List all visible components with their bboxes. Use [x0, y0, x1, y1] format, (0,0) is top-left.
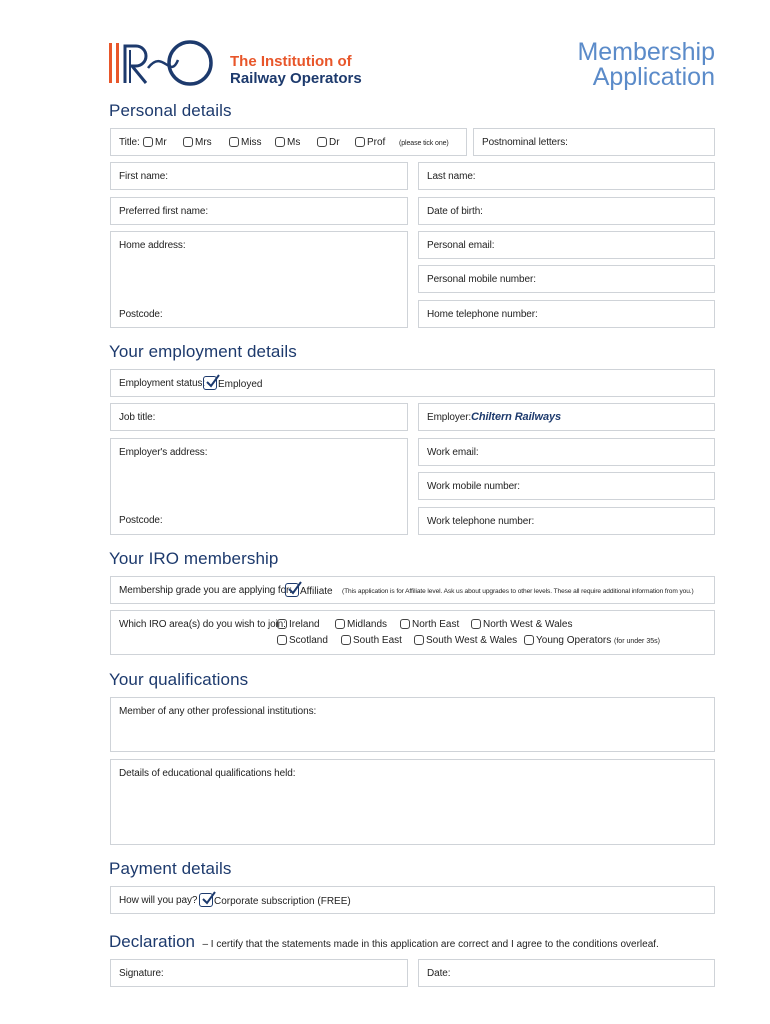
date-field[interactable] [418, 959, 715, 987]
payment-method-field[interactable] [110, 886, 715, 914]
membership-grade-note: (This application is for Affiliate level. Ask us about upgrades to other levels. These all require additional information from you.) [342, 588, 694, 595]
employer-value: Chiltern Railways [471, 411, 561, 423]
employment-status-field[interactable] [110, 369, 715, 397]
payment-method-option[interactable]: Corporate subscription (FREE) [199, 893, 351, 907]
title-hint: (please tick one) [399, 140, 449, 147]
area-option-south-west-wales[interactable]: South West & Wales [414, 635, 517, 646]
section-heading-personal: Personal details [109, 101, 232, 120]
home-phone-label: Home telephone number: [427, 309, 538, 320]
title-label: Title: [119, 137, 140, 148]
checked-checkbox-icon[interactable] [203, 376, 217, 390]
section-heading-qualifications: Your qualifications [109, 670, 249, 689]
checkbox-icon[interactable] [341, 635, 351, 645]
home-address-label: Home address: [119, 240, 186, 251]
last-name-label: Last name: [427, 171, 476, 182]
checkbox-icon[interactable] [275, 137, 285, 147]
form-title-line2: Application [592, 63, 715, 91]
declaration-heading-row [109, 932, 659, 952]
job-title-field[interactable] [110, 403, 408, 431]
education-label: Details of educational qualifications held: [119, 768, 296, 779]
work-mobile-field[interactable] [418, 472, 715, 500]
iro-areas-label: Which IRO area(s) do you wish to join: [119, 619, 286, 630]
postnominal-label: Postnominal letters: [482, 137, 568, 148]
checkbox-icon[interactable] [317, 137, 327, 147]
area-option-north-west-wales[interactable]: North West & Wales [471, 619, 572, 630]
education-field[interactable] [110, 759, 715, 845]
dob-field[interactable] [418, 197, 715, 225]
iro-logo-mark [108, 38, 220, 88]
checkbox-icon[interactable] [471, 619, 481, 629]
job-title-label: Job title: [119, 412, 156, 423]
employer-field[interactable] [418, 403, 715, 431]
checkbox-icon[interactable] [335, 619, 345, 629]
home-address-field[interactable] [110, 231, 408, 328]
employer-label: Employer: [427, 412, 472, 423]
title-option-mrs[interactable]: Mrs [183, 137, 212, 148]
title-option-dr[interactable]: Dr [317, 137, 340, 148]
preferred-name-label: Preferred first name: [119, 206, 209, 217]
area-option-ireland[interactable]: Ireland [277, 619, 320, 630]
work-email-field[interactable] [418, 438, 715, 466]
last-name-field[interactable] [418, 162, 715, 190]
work-phone-label: Work telephone number: [427, 516, 535, 527]
employer-address-label: Employer's address: [119, 447, 208, 458]
checkbox-icon[interactable] [400, 619, 410, 629]
section-heading-declaration: Declaration [109, 932, 195, 951]
section-heading-membership: Your IRO membership [109, 549, 279, 568]
other-institutions-field[interactable] [110, 697, 715, 752]
area-option-midlands[interactable]: Midlands [335, 619, 387, 630]
other-institutions-label: Member of any other professional institutions: [119, 706, 317, 717]
checked-checkbox-icon[interactable] [285, 583, 299, 597]
personal-mobile-label: Personal mobile number: [427, 274, 536, 285]
checkbox-icon[interactable] [143, 137, 153, 147]
checkbox-icon[interactable] [229, 137, 239, 147]
first-name-label: First name: [119, 171, 168, 182]
membership-grade-field[interactable] [110, 576, 715, 604]
membership-grade-label: Membership grade you are applying for: [119, 585, 292, 596]
section-heading-payment: Payment details [109, 859, 232, 878]
first-name-field[interactable] [110, 162, 408, 190]
personal-email-field[interactable] [418, 231, 715, 259]
area-option-north-east[interactable]: North East [400, 619, 459, 630]
org-name-line2: Railway Operators [230, 70, 362, 87]
checkbox-icon[interactable] [524, 635, 534, 645]
payment-method-label: How will you pay? [119, 895, 198, 906]
signature-field[interactable] [110, 959, 408, 987]
work-postcode-label: Postcode: [119, 515, 163, 526]
work-mobile-label: Work mobile number: [427, 481, 520, 492]
checked-checkbox-icon[interactable] [199, 893, 213, 907]
work-email-label: Work email: [427, 447, 479, 458]
checkbox-icon[interactable] [414, 635, 424, 645]
checkbox-icon[interactable] [355, 137, 365, 147]
signature-label: Signature: [119, 968, 164, 979]
area-option-scotland[interactable]: Scotland [277, 635, 328, 646]
work-phone-field[interactable] [418, 507, 715, 535]
area-option-young-operators[interactable]: Young Operators (for under 35s) [524, 635, 660, 646]
checkbox-icon[interactable] [277, 635, 287, 645]
home-phone-field[interactable] [418, 300, 715, 328]
postnominal-field[interactable] [473, 128, 715, 156]
form-title-line1: Membership [577, 38, 715, 66]
employment-status-option[interactable]: Employed [203, 376, 262, 390]
title-option-mr[interactable]: Mr [143, 137, 167, 148]
title-option-prof[interactable]: Prof [355, 137, 385, 148]
checkbox-icon[interactable] [183, 137, 193, 147]
section-heading-employment: Your employment details [109, 342, 297, 361]
date-label: Date: [427, 968, 451, 979]
title-field[interactable] [110, 128, 467, 156]
title-option-ms[interactable]: Ms [275, 137, 300, 148]
dob-label: Date of birth: [427, 206, 483, 217]
preferred-name-field[interactable] [110, 197, 408, 225]
area-option-south-east[interactable]: South East [341, 635, 402, 646]
checkbox-icon[interactable] [277, 619, 287, 629]
young-operators-note: (for under 35s) [614, 638, 660, 645]
iro-areas-field[interactable] [110, 610, 715, 655]
title-option-miss[interactable]: Miss [229, 137, 262, 148]
membership-grade-option[interactable]: Affiliate [285, 583, 333, 597]
personal-mobile-field[interactable] [418, 265, 715, 293]
postcode-label: Postcode: [119, 309, 163, 320]
personal-email-label: Personal email: [427, 240, 495, 251]
employment-status-label: Employment status: [119, 378, 206, 389]
employer-address-field[interactable] [110, 438, 408, 535]
org-name-line1: The Institution of [230, 53, 352, 70]
declaration-statement: – I certify that the statements made in this application are correct and I agree to the conditions overleaf. [202, 939, 659, 950]
iro-logo [108, 38, 220, 88]
